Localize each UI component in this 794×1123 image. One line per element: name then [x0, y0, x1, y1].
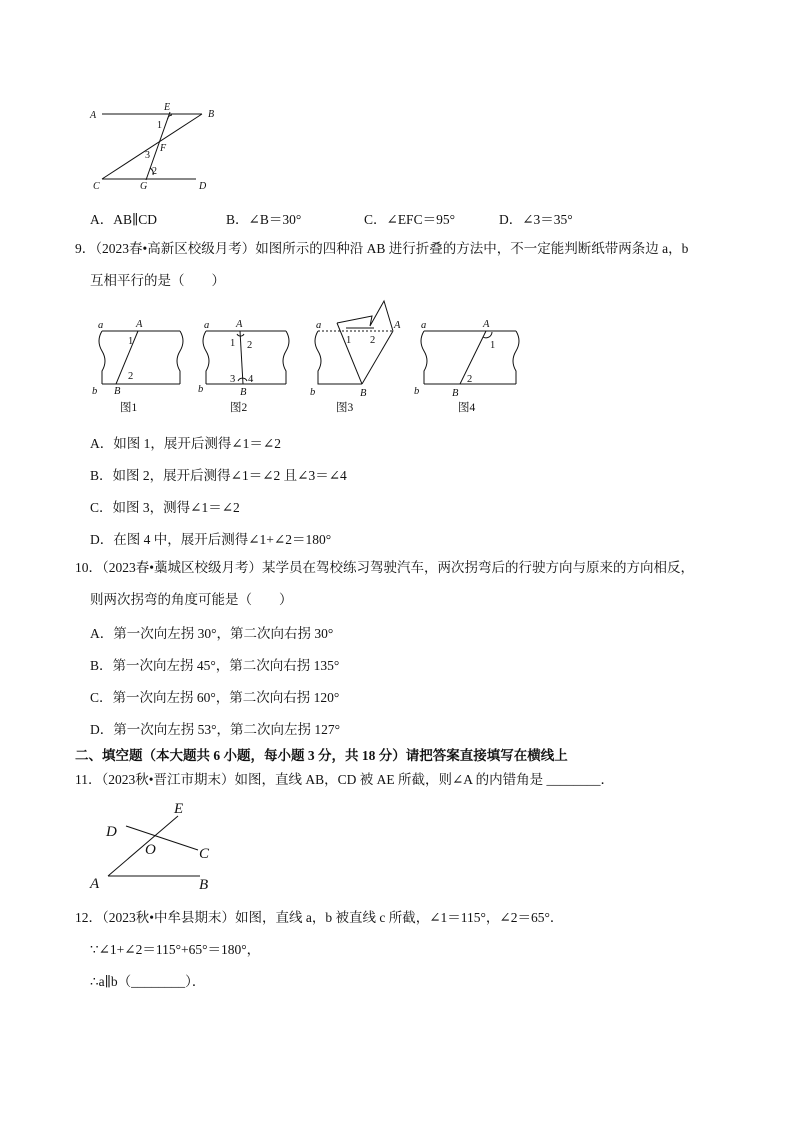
q8-label-A: A — [90, 110, 97, 121]
q10-stem-line1: 10．（2023春•藁城区校级月考）某学员在驾校练习驾驶汽车，两次拐弯后的行驶方向与原来的方向相反， — [75, 560, 694, 575]
q9-fig1-1: 1 — [128, 336, 134, 347]
q9-fig1-B: B — [114, 386, 121, 397]
q12-because-line: ∵∠1+∠2＝115°+65°＝180°， — [90, 942, 261, 957]
q9-fig2-4: 4 — [248, 374, 254, 385]
q9-fig1-a: a — [98, 320, 104, 331]
q9-fig4-b: b — [414, 386, 420, 397]
q9-fig3-B: B — [360, 388, 367, 399]
q11-label-C: C — [199, 846, 210, 862]
q9-fig4-a: a — [421, 320, 427, 331]
q8-label-F: F — [160, 143, 167, 154]
q11-label-E: E — [174, 801, 184, 817]
q9-caption-3: 图3 — [336, 402, 354, 414]
q9-fig2-A: A — [236, 319, 243, 330]
q9-fig1-A: A — [136, 319, 143, 330]
q9-fig2-b: b — [198, 384, 204, 395]
q9-stem-line1: 9．（2023春•高新区校级月考）如图所示的四种沿 AB 进行折叠的方法中，不一定能判断纸带两条边 a，b — [75, 241, 689, 256]
q9-fig3-1: 1 — [346, 335, 352, 346]
q9-figures — [88, 296, 538, 416]
q8-label-C: C — [93, 181, 100, 192]
section-2-header: 二、填空题（本大题共 6 小题，每小题 3 分，共 18 分）请把答案直接填写在横线上 — [75, 748, 568, 763]
q9-fig1-b: b — [92, 386, 98, 397]
q9-fig4-1: 1 — [490, 340, 496, 351]
q8-label-2: 2 — [152, 166, 157, 177]
q9-option-d: D．在图 4 中，展开后测得∠1+∠2＝180° — [90, 532, 332, 547]
q10-option-b: B．第一次向左拐 45°，第二次向右拐 135° — [90, 658, 340, 673]
q9-caption-4: 图4 — [458, 402, 476, 414]
q11-label-D: D — [106, 824, 117, 840]
q8-label-B: B — [208, 109, 215, 120]
q8-label-G: G — [140, 181, 148, 192]
q10-option-a: A．第一次向左拐 30°，第二次向右拐 30° — [90, 626, 334, 641]
q9-fig4-B: B — [452, 388, 459, 399]
q9-fig2-2: 2 — [247, 340, 253, 351]
q9-fig2-1: 1 — [230, 338, 236, 349]
q8-figure — [88, 98, 218, 194]
q10-option-d: D．第一次向左拐 53°，第二次向左拐 127° — [90, 722, 341, 737]
q11-stem: 11．（2023秋•晋江市期末）如图，直线 AB，CD 被 AE 所截，则∠A 的内错角是 ________． — [75, 772, 615, 787]
q9-fig2-3: 3 — [230, 374, 236, 385]
q9-fig2-B: B — [240, 387, 247, 398]
q9-caption-1: 图1 — [120, 402, 138, 414]
q8-label-1: 1 — [157, 120, 162, 131]
q8-option-a: A．AB∥CD — [90, 212, 157, 227]
q9-option-a: A．如图 1，展开后测得∠1＝∠2 — [90, 436, 281, 451]
q10-stem-line2: 则两次拐弯的角度可能是（ ） — [90, 592, 293, 607]
q9-fig3-2: 2 — [370, 335, 376, 346]
q9-fig2-a: a — [204, 320, 210, 331]
q8-option-d: D．∠3＝35° — [499, 212, 573, 227]
q9-fig1-2: 2 — [128, 371, 134, 382]
q11-label-O: O — [145, 842, 156, 858]
q9-stem-line2: 互相平行的是（ ） — [90, 273, 225, 288]
q11-figure — [88, 796, 228, 894]
q9-option-b: B．如图 2，展开后测得∠1＝∠2 且∠3＝∠4 — [90, 468, 347, 483]
q8-option-c: C．∠EFC＝95° — [364, 212, 455, 227]
q12-stem: 12．（2023秋•中牟县期末）如图，直线 a，b 被直线 c 所截，∠1＝115°，∠2＝65°． — [75, 910, 564, 925]
q8-option-b: B．∠B＝30° — [226, 212, 302, 227]
q9-fig4-2: 2 — [467, 374, 473, 385]
q8-label-D: D — [199, 181, 207, 192]
q11-label-B: B — [199, 877, 209, 893]
q9-option-c: C．如图 3，测得∠1＝∠2 — [90, 500, 240, 515]
q9-fig3-A: A — [394, 320, 401, 331]
q10-option-c: C．第一次向左拐 60°，第二次向右拐 120° — [90, 690, 340, 705]
q11-label-A: A — [90, 876, 100, 892]
q8-label-3: 3 — [145, 150, 150, 161]
q9-fig3-a: a — [316, 320, 322, 331]
q9-fig3-b: b — [310, 387, 316, 398]
q12-therefore-line: ∴a∥b（________）． — [90, 974, 206, 989]
q9-caption-2: 图2 — [230, 402, 248, 414]
q9-fig4-A: A — [483, 319, 490, 330]
q8-label-E: E — [164, 102, 171, 113]
